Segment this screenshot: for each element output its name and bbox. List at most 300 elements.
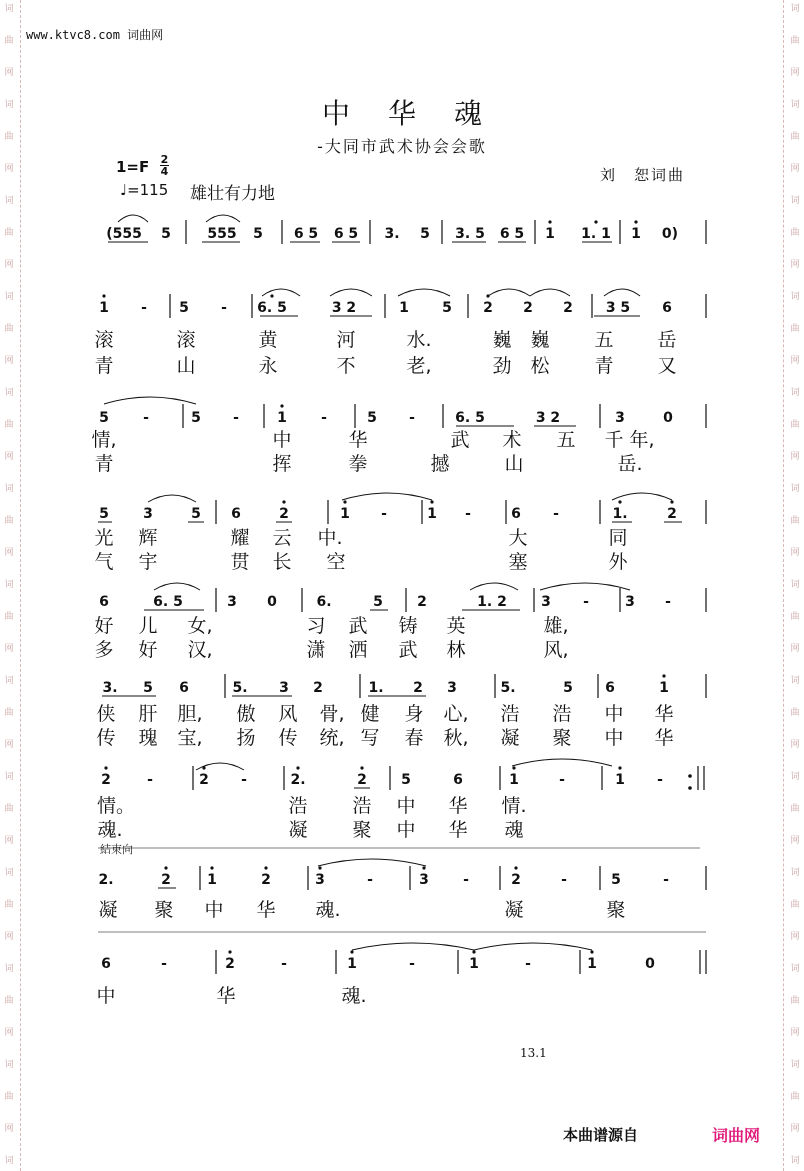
lyric-text: 宝, [177,727,203,749]
octave-dot [662,674,665,677]
watermark-mark: 网 [4,260,14,270]
octave-dot [430,500,433,503]
slur [470,583,518,590]
note-text: 1. 2 [477,594,507,610]
lyric-text: 骨, [319,703,345,725]
lyric-text: 汉, [187,639,213,661]
lyric-text: 河 [336,329,356,351]
lyric-text: 侠 [96,703,116,725]
lyric-text: 情。 [96,795,136,817]
slur [318,859,426,866]
watermark-mark: 词 [4,388,14,398]
note-text: - [221,300,227,316]
note-text: 555 [207,226,237,242]
slur [342,493,432,500]
note-text: 2 [511,872,521,888]
lyric-text: 中 [396,819,416,841]
note-text: 5 [611,872,621,888]
note-text: 2 [417,594,427,610]
lyric-text: 英 [446,615,466,637]
note-text: 2 [523,300,533,316]
watermark-mark: 词 [4,484,14,494]
note-text: - [141,300,147,316]
note-text: - [463,872,469,888]
lyric-text: 空 [326,551,346,573]
lyric-text: 秋, [443,727,469,749]
time-top: 2 [160,153,169,166]
lyric-text: 长 [272,551,292,573]
note-text: - [143,410,149,426]
note-text: 5 [401,772,411,788]
slur [262,289,300,296]
note-text: 3 [419,872,429,888]
triplet-slur [206,215,240,222]
watermark-mark: 网 [4,548,14,558]
lyric-text: 气 [94,551,114,573]
watermark-mark: 曲 [790,612,800,622]
watermark-mark: 曲 [790,900,800,910]
octave-dot [634,220,637,223]
octave-dot [670,500,673,503]
watermark-mark: 网 [4,644,14,654]
watermark-mark: 曲 [790,708,800,718]
watermark-mark: 曲 [790,324,800,334]
watermark-mark: 网 [790,1028,800,1038]
watermark-mark: 曲 [4,708,14,718]
site-url-text: www.ktvc8.com [26,28,120,42]
note-text: 1 [347,956,357,972]
lyric-text: 华 [448,795,468,817]
note-text: 6 [662,300,672,316]
lyric-text: 永 [258,355,278,377]
note-text: 1 [340,506,350,522]
octave-dot [360,766,363,769]
lyric-text: 情, [91,429,117,451]
note-text: - [583,594,589,610]
lyric-text: 瑰 [138,727,158,749]
slur [352,943,474,950]
note-text: 6. 5 [257,300,287,316]
lyric-text: 华 [256,899,276,921]
watermark-mark: 词 [4,292,14,302]
lyric-text: 山 [504,453,524,475]
note-text: - [553,506,559,522]
tempo-mark: ♩=115 [120,181,169,199]
octave-dot [422,866,425,869]
watermark-mark: 曲 [4,1092,14,1102]
note-text: 2 [261,872,271,888]
watermark-mark: 词 [790,1060,800,1070]
note-text: 6. [316,594,332,610]
octave-dot [548,220,551,223]
lyric-text: 武 [450,429,470,451]
lyric-text: 魂 [504,819,524,841]
note-text: 6. 5 [153,594,183,610]
lyric-text: 松 [530,355,550,377]
lyric-text: 大 [508,527,528,549]
note-text: - [233,410,239,426]
watermark-mark: 词 [4,868,14,878]
note-text: 3. 5 [455,226,485,242]
watermark-mark: 曲 [790,1092,800,1102]
lyric-text: 水. [406,329,432,351]
note-text: 1 [399,300,409,316]
lyric-text: 聚 [352,819,372,841]
octave-dot [618,766,621,769]
octave-dot [472,950,475,953]
octave-dot [590,950,593,953]
note-text: 3 [447,680,457,696]
lyric-text: 浩 [552,703,572,725]
note-text: 1 [99,300,109,316]
note-text: 5 [191,506,201,522]
watermark-mark: 网 [790,836,800,846]
note-text: (555 [106,226,142,242]
watermark-mark: 曲 [4,516,14,526]
ending-label: 結束向 [100,843,133,856]
lyric-text: 青 [94,453,114,475]
watermark-mark: 曲 [790,804,800,814]
lyric-text: 塞 [508,551,528,573]
note-text: 5 [442,300,452,316]
note-text: 6 [231,506,241,522]
slur [512,759,612,766]
slur [488,289,530,296]
note-text: 5 [143,680,153,696]
lyric-text: 青 [594,355,614,377]
watermark-mark: 网 [790,548,800,558]
octave-dot [164,866,167,869]
watermark-mark: 词 [790,388,800,398]
watermark-mark: 曲 [4,228,14,238]
watermark-mark: 词 [790,196,800,206]
note-text: 2 [225,956,235,972]
lyric-text: 青 [94,355,114,377]
note-text: 3 5 [605,300,631,316]
lyric-text: 巍 [492,329,512,351]
lyric-text: 武 [398,639,418,661]
note-text: - [525,956,531,972]
note-text: 1 [469,956,479,972]
lyric-text: 山 [176,355,196,377]
lyric-text: 中 [204,899,224,921]
octave-dot [102,294,105,297]
note-text: 2 [101,772,111,788]
watermark-mark: 网 [4,68,14,78]
note-text: - [321,410,327,426]
lyric-text: 凝 [500,727,520,749]
lyric-text: 挥 [272,453,292,475]
octave-dot [296,766,299,769]
lyric-text: 魂. [341,985,367,1007]
lyric-text: 老, [406,355,432,377]
octave-dot [264,866,267,869]
lyric-text: 撼 [430,453,450,475]
lyric-text: 年, [629,429,655,451]
lyric-text: 又 [657,355,677,377]
note-text: 1 [659,680,669,696]
note-text: 6. 5 [455,410,485,426]
note-text: - [281,956,287,972]
octave-dot [280,404,283,407]
note-text: 6 [453,772,463,788]
note-text: 1 [509,772,519,788]
watermark-mark: 词 [790,292,800,302]
key-signature: 1=F [116,158,150,176]
watermark-mark: 网 [4,452,14,462]
expression-mark: 雄壮有力地 [190,184,275,204]
slur [104,397,196,404]
watermark-mark: 词 [4,196,14,206]
note-text: 5 [161,226,171,242]
lyric-text: 女, [187,615,213,637]
note-text: - [367,872,373,888]
slur [474,943,592,950]
watermark-mark: 词 [4,964,14,974]
note-text: - [657,772,663,788]
octave-dot [343,500,346,503]
lyric-text: 五 [556,429,576,451]
note-text: 0 [267,594,277,610]
source-label: 本曲谱源自 [563,1126,639,1144]
lyric-text: 术 [502,429,522,451]
watermark-mark: 网 [4,1028,14,1038]
lyric-text: 传 [96,727,116,749]
lyric-text: 耀 [230,527,250,549]
lyric-text: 华 [216,985,236,1007]
lyric-text: 扬 [236,727,256,749]
note-text: - [559,772,565,788]
octave-dot [104,766,107,769]
note-text: 2. [290,772,306,788]
watermark-mark: 网 [790,452,800,462]
lyric-text: 贯 [230,551,250,573]
lyric-text: 滚 [176,329,196,351]
note-text: - [381,506,387,522]
note-text: - [663,872,669,888]
note-text: 0 [663,410,673,426]
lyric-text: 辉 [138,527,158,549]
slur [540,583,630,590]
octave-dot [594,220,597,223]
lyric-text: 魂. [315,899,341,921]
octave-dot [350,950,353,953]
note-text: 2 [199,772,209,788]
watermark-mark: 词 [790,676,800,686]
note-text: 1. 1 [581,226,611,242]
note-text: 5 [563,680,573,696]
note-text: 1 [207,872,217,888]
note-text: 0 [645,956,655,972]
watermark-mark: 曲 [4,996,14,1006]
lyric-text: 多 [94,639,114,661]
watermark-mark: 曲 [4,132,14,142]
watermark-mark: 曲 [4,804,14,814]
triplet-slur [118,215,148,222]
lyric-text: 习 [306,615,326,637]
lyric-text: 潇 [306,639,326,661]
lyric-text: 华 [654,703,674,725]
note-text: 1. [612,506,628,522]
note-text: 2. [98,872,114,888]
lyric-text: 滚 [94,329,114,351]
watermark-mark: 词 [4,100,14,110]
lyric-text: 华 [348,429,368,451]
lyric-text: 风, [543,639,569,661]
watermark-mark: 网 [4,356,14,366]
repeat-dot [688,774,692,778]
note-text: 6 [99,594,109,610]
slur [398,289,450,296]
page-number: 13.1 [520,1046,547,1060]
note-text: - [465,506,471,522]
watermark-mark: 曲 [4,36,14,46]
lyric-text: 五 [594,329,614,351]
note-text: 6 [179,680,189,696]
note-text: - [561,872,567,888]
lyric-text: 巍 [530,329,550,351]
watermark-mark: 词 [4,676,14,686]
watermark-mark: 曲 [790,36,800,46]
note-text: 2 [563,300,573,316]
note-text: 1 [277,410,287,426]
note-text: 6 [511,506,521,522]
watermark-mark: 网 [790,68,800,78]
site-name-text: 词曲网 [127,28,164,42]
lyric-text: 凝 [98,899,118,921]
lyric-text: 千 [604,429,624,451]
lyric-text: 武 [348,615,368,637]
watermark-mark: 网 [790,932,800,942]
watermark-mark: 词 [4,772,14,782]
watermark-mark: 曲 [4,324,14,334]
note-text: 3 [625,594,635,610]
watermark-mark: 网 [790,164,800,174]
lyric-text: 中 [272,429,292,451]
note-text: 3 [315,872,325,888]
lyric-text: 心, [443,703,469,725]
lyric-text: 风 [278,703,298,725]
lyric-text: 铸 [398,615,418,637]
octave-dot [228,950,231,953]
watermark-mark: 曲 [790,996,800,1006]
lyric-text: 聚 [154,899,174,921]
lyric-text: 傲 [236,703,256,725]
note-text: 5 [179,300,189,316]
note-text: 6 5 [499,226,525,242]
note-text: - [147,772,153,788]
watermark-mark: 词 [4,1156,14,1166]
lyric-text: 中 [396,795,416,817]
lyric-text: 中 [604,727,624,749]
lyric-text: 不 [336,355,356,377]
watermark-mark: 词 [4,4,14,14]
lyric-text: 中 [604,703,624,725]
watermark-mark: 词 [790,580,800,590]
note-text: 3 [227,594,237,610]
lyric-text: 黄 [258,329,278,351]
octave-dot [514,866,517,869]
note-text: 5 [420,226,430,242]
slur [530,289,570,296]
note-text: - [665,594,671,610]
watermark-mark: 网 [4,836,14,846]
note-text: 2 [413,680,423,696]
slur [154,583,200,590]
watermark-mark: 网 [790,644,800,654]
watermark-mark: 词 [4,580,14,590]
note-text: 3 2 [535,410,561,426]
note-text: 6 [101,956,111,972]
note-text: 1 [427,506,437,522]
note-text: 1 [615,772,625,788]
lyric-text: 劲 [492,355,512,377]
lyric-text: 春 [404,727,424,749]
octave-dot [618,500,621,503]
watermark-mark: 曲 [4,900,14,910]
octave-dot [210,866,213,869]
lyric-text: 同 [608,527,628,549]
note-text: - [409,956,415,972]
octave-dot [282,500,285,503]
watermark-mark: 网 [4,740,14,750]
octave-dot [512,766,515,769]
note-text: 3 [279,680,289,696]
note-text: 2 [483,300,493,316]
note-text: - [161,956,167,972]
lyric-text: 岳 [657,329,677,351]
lyric-text: 中. [317,527,343,549]
song-subtitle: -大同市武术协会会歌 [317,137,487,156]
watermark-mark: 网 [790,356,800,366]
note-text: 3 [615,410,625,426]
octave-dot [318,866,321,869]
note-text: 1. [368,680,384,696]
note-text: - [409,410,415,426]
lyric-text: 聚 [552,727,572,749]
watermark-mark: 曲 [4,420,14,430]
lyric-text: 洒 [348,639,368,661]
lyric-text: 林 [446,639,466,661]
song-title: 中华魂 [321,97,520,130]
note-text: 3. [102,680,118,696]
lyric-text: 魂. [97,819,123,841]
lyric-text: 浩 [288,795,308,817]
note-text: 2 [667,506,677,522]
lyric-text: 传 [278,727,298,749]
note-text: 5. [500,680,516,696]
lyric-text: 宇 [138,551,158,573]
watermark-mark: 词 [790,868,800,878]
slur [330,289,372,296]
lyric-text: 中 [96,985,116,1007]
source-site-link[interactable]: 词曲网 [712,1126,761,1145]
watermark-mark: 词 [790,964,800,974]
lyric-text: 好 [94,615,114,637]
note-text: 1 [631,226,641,242]
lyric-text: 华 [448,819,468,841]
watermark-mark: 词 [790,772,800,782]
lyric-text: 云 [272,527,292,549]
note-text: 5 [191,410,201,426]
watermark-mark: 词 [790,4,800,14]
repeat-dot [688,786,692,790]
lyric-text: 浩 [500,703,520,725]
watermark-mark: 曲 [790,516,800,526]
lyric-text: 情. [501,795,527,817]
lyric-text: 雄, [543,615,569,637]
watermark-mark: 网 [4,932,14,942]
